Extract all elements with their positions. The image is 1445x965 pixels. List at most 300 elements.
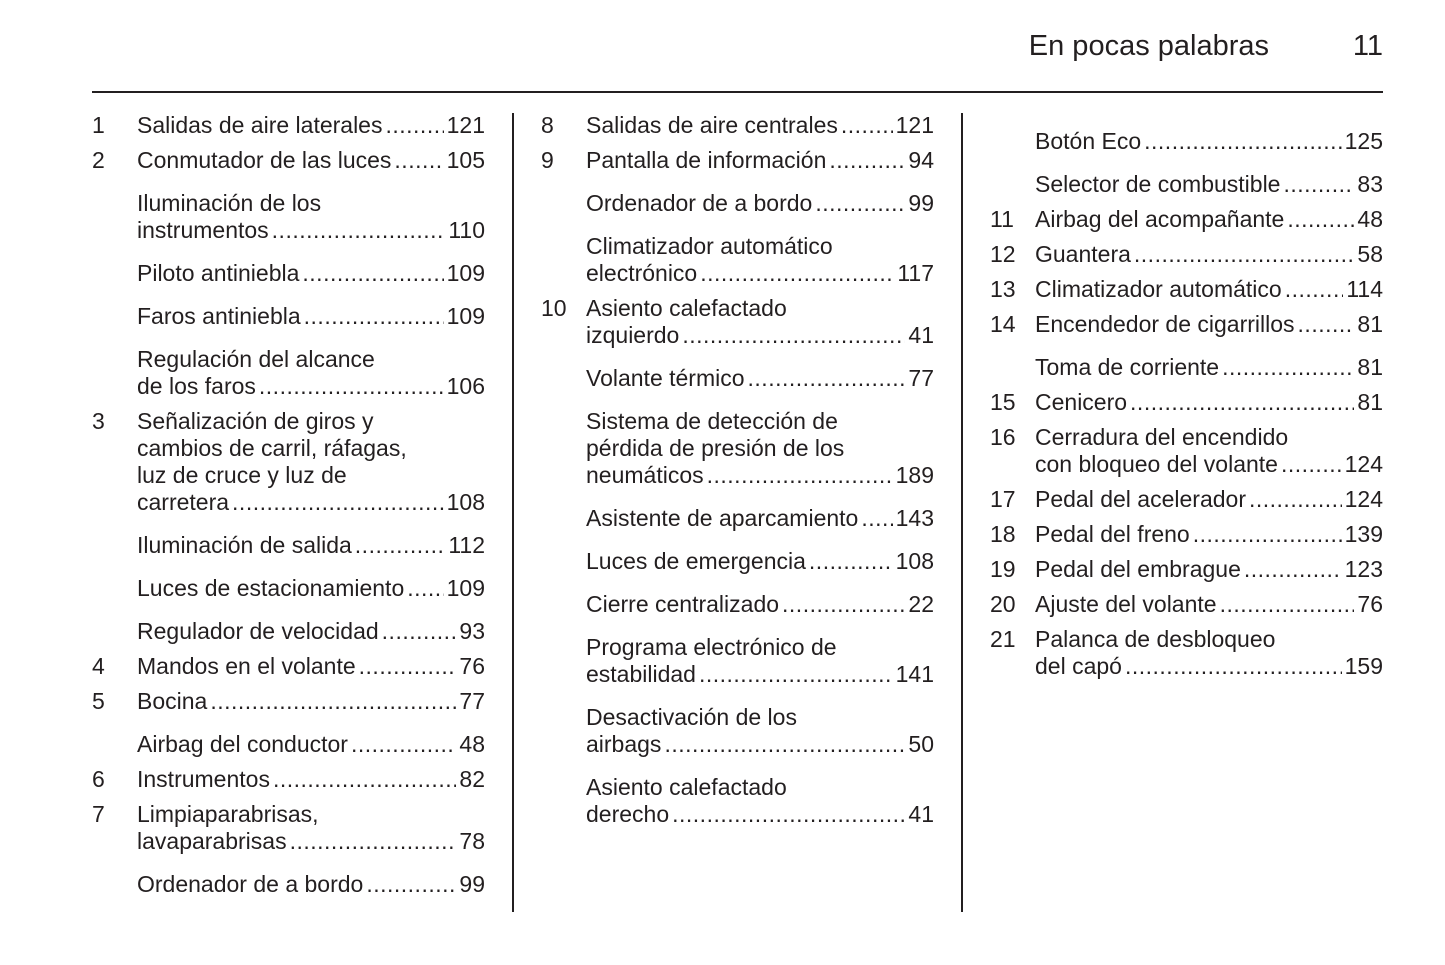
entry-last-line — [1035, 128, 1383, 155]
entry-last-line — [586, 112, 934, 139]
dot-leader — [302, 260, 443, 287]
entry-label-line: Climatizador automático — [586, 233, 833, 259]
entry-last-line — [137, 731, 485, 758]
dot-leader — [672, 801, 905, 828]
entry-label: derecho — [586, 801, 670, 827]
entry-body — [137, 871, 485, 898]
entry-body — [137, 618, 485, 645]
column-divider — [512, 113, 514, 912]
entry-number: 21 — [990, 626, 1016, 652]
dot-leader — [707, 462, 893, 489]
index-entry — [541, 233, 934, 287]
index-entry — [92, 147, 485, 174]
dot-leader — [829, 147, 905, 174]
index-entry — [92, 346, 485, 400]
entry-number: 9 — [541, 147, 554, 173]
index-entry — [990, 171, 1383, 198]
dot-leader — [699, 661, 893, 688]
entry-number: 10 — [541, 295, 567, 321]
index-entry — [92, 303, 485, 330]
entry-body — [586, 591, 934, 618]
index-entry — [990, 486, 1383, 513]
index-entry — [92, 766, 485, 793]
entry-number: 14 — [990, 311, 1016, 337]
dot-leader — [664, 731, 905, 758]
dot-leader — [1125, 653, 1342, 680]
dot-leader — [1298, 311, 1355, 338]
entry-label: del capó — [1035, 653, 1122, 679]
entry-body — [586, 233, 934, 287]
entry-body — [1035, 591, 1383, 618]
entry-page: 117 — [897, 260, 934, 286]
entry-number: 20 — [990, 591, 1016, 617]
dot-leader — [210, 688, 456, 715]
index-entry — [541, 704, 934, 758]
index-entry — [92, 190, 485, 244]
entry-body — [137, 303, 485, 330]
dot-leader — [809, 548, 893, 575]
entry-label: Botón Eco — [1035, 128, 1142, 154]
dot-leader — [1134, 241, 1355, 268]
entry-label-line: Asiento calefactado — [586, 774, 787, 800]
entry-label-line: Palanca de desbloqueo — [1035, 626, 1276, 652]
entry-last-line — [586, 147, 934, 174]
index-entry — [990, 424, 1383, 478]
entry-number: 12 — [990, 241, 1016, 267]
entry-body — [586, 774, 934, 828]
index-column-2 — [541, 112, 934, 836]
entry-number: 19 — [990, 556, 1016, 582]
entry-last-line — [137, 147, 485, 174]
dot-leader — [700, 260, 894, 287]
entry-page: 82 — [459, 766, 485, 792]
entry-body — [137, 532, 485, 559]
index-entry — [990, 276, 1383, 303]
dot-leader — [1249, 486, 1342, 513]
entry-label: Cenicero — [1035, 389, 1128, 415]
entry-label: neumáticos — [586, 462, 704, 488]
entry-body — [137, 112, 485, 139]
entry-body — [1035, 626, 1383, 680]
entry-last-line — [137, 688, 485, 715]
index-entry — [541, 634, 934, 688]
entry-label: Ordenador de a bordo — [137, 871, 364, 897]
entry-page: 143 — [895, 505, 934, 531]
entry-body — [586, 295, 934, 349]
index-entry — [990, 128, 1383, 155]
entry-page: 109 — [446, 260, 485, 286]
entry-page: 22 — [908, 591, 934, 617]
entry-label: Bocina — [137, 688, 208, 714]
index-entry — [92, 731, 485, 758]
entry-last-line — [586, 661, 934, 688]
entry-body — [137, 147, 485, 174]
entry-number: 1 — [92, 112, 105, 138]
index-entry — [541, 365, 934, 392]
entry-page: 58 — [1357, 241, 1383, 267]
entry-label: Encendedor de cigarrillos — [1035, 311, 1295, 337]
dot-leader — [748, 365, 906, 392]
entry-label-line: Asiento calefactado — [586, 295, 787, 321]
entry-body — [1035, 424, 1383, 478]
entry-body — [137, 801, 485, 855]
index-entry — [92, 801, 485, 855]
entry-label: lavaparabrisas — [137, 828, 287, 854]
index-entry — [990, 354, 1383, 381]
entry-body — [1035, 128, 1383, 155]
dot-leader — [232, 489, 444, 516]
entry-last-line — [137, 766, 485, 793]
entry-label: Luces de emergencia — [586, 548, 806, 574]
entry-page: 109 — [446, 575, 485, 601]
dot-leader — [272, 217, 446, 244]
entry-last-line — [1035, 451, 1383, 478]
entry-label-line: Limpiaparabrisas, — [137, 801, 319, 827]
entry-number: 18 — [990, 521, 1016, 547]
dot-leader — [1285, 276, 1344, 303]
entry-page: 81 — [1357, 389, 1383, 415]
entry-last-line — [137, 653, 485, 680]
entry-last-line — [586, 548, 934, 575]
index-column-1 — [92, 112, 485, 906]
dot-leader — [385, 112, 443, 139]
entry-last-line — [137, 373, 485, 400]
entry-last-line — [586, 505, 934, 532]
entry-last-line — [137, 112, 485, 139]
entry-number: 6 — [92, 766, 105, 792]
entry-last-line — [586, 591, 934, 618]
dot-leader — [1281, 451, 1342, 478]
entry-page: 77 — [459, 688, 485, 714]
entry-label: Instrumentos — [137, 766, 270, 792]
index-entry — [92, 618, 485, 645]
index-entry — [92, 260, 485, 287]
entry-last-line — [586, 365, 934, 392]
index-entry — [541, 147, 934, 174]
entry-page: 48 — [1357, 206, 1383, 232]
index-entry — [990, 626, 1383, 680]
entry-body — [586, 548, 934, 575]
entry-label: izquierdo — [586, 322, 680, 348]
entry-page: 41 — [908, 322, 934, 348]
entry-label: Iluminación de salida — [137, 532, 352, 558]
entry-last-line — [137, 260, 485, 287]
index-column-3 — [990, 112, 1383, 688]
entry-page: 139 — [1344, 521, 1383, 547]
entry-page: 48 — [459, 731, 485, 757]
index-entry — [541, 548, 934, 575]
entry-number: 4 — [92, 653, 105, 679]
entry-number: 7 — [92, 801, 105, 827]
entry-last-line — [137, 618, 485, 645]
entry-label: Airbag del acompañante — [1035, 206, 1285, 232]
entry-page: 189 — [895, 462, 934, 488]
entry-label: de los faros — [137, 373, 256, 399]
dot-leader — [273, 766, 456, 793]
entry-body — [1035, 311, 1383, 338]
entry-body — [137, 190, 485, 244]
index-entry — [92, 408, 485, 516]
entry-body — [137, 408, 485, 516]
entry-label: Salidas de aire laterales — [137, 112, 383, 138]
entry-label: Pantalla de información — [586, 147, 827, 173]
entry-body — [137, 688, 485, 715]
entry-page: 121 — [446, 112, 485, 138]
entry-label: Pedal del acelerador — [1035, 486, 1246, 512]
entry-last-line — [1035, 389, 1383, 416]
entry-label: Salidas de aire centrales — [586, 112, 838, 138]
entry-last-line — [137, 303, 485, 330]
entry-label: Pedal del freno — [1035, 521, 1190, 547]
entry-label: Airbag del conductor — [137, 731, 348, 757]
entry-body — [137, 731, 485, 758]
entry-page: 99 — [908, 190, 934, 216]
entry-label: carretera — [137, 489, 230, 515]
entry-label: Pedal del embrague — [1035, 556, 1241, 582]
entry-label-line: Programa electrónico de — [586, 634, 837, 660]
entry-label: Luces de estacionamiento — [137, 575, 405, 601]
dot-leader — [1220, 591, 1355, 618]
dot-leader — [1130, 389, 1354, 416]
dot-leader — [359, 653, 457, 680]
entry-page: 83 — [1357, 171, 1383, 197]
entry-page: 77 — [908, 365, 934, 391]
entry-number: 15 — [990, 389, 1016, 415]
dot-leader — [1287, 206, 1354, 233]
entry-body — [586, 147, 934, 174]
entry-page: 41 — [908, 801, 934, 827]
entry-page: 110 — [448, 217, 485, 243]
dot-leader — [355, 532, 446, 559]
entry-label-line: Desactivación de los — [586, 704, 797, 730]
entry-body — [1035, 486, 1383, 513]
entry-label: Selector de combustible — [1035, 171, 1281, 197]
dot-leader — [841, 112, 893, 139]
index-entry — [990, 389, 1383, 416]
index-entry — [541, 408, 934, 489]
entry-label: Ajuste del volante — [1035, 591, 1217, 617]
entry-last-line — [1035, 276, 1383, 303]
entry-last-line — [586, 260, 934, 287]
entry-page: 121 — [895, 112, 934, 138]
entry-body — [1035, 171, 1383, 198]
index-entry — [541, 295, 934, 349]
entry-label: Asistente de aparcamiento — [586, 505, 859, 531]
entry-last-line — [137, 828, 485, 855]
index-entry — [92, 688, 485, 715]
index-entry — [990, 521, 1383, 548]
entry-label: Toma de corriente — [1035, 354, 1220, 380]
dot-leader — [366, 871, 456, 898]
entry-label: instrumentos — [137, 217, 269, 243]
entry-page: 112 — [448, 532, 485, 558]
entry-last-line — [1035, 591, 1383, 618]
entry-page: 159 — [1344, 653, 1383, 679]
dot-leader — [290, 828, 457, 855]
entry-last-line — [137, 489, 485, 516]
entry-body — [1035, 241, 1383, 268]
entry-page: 78 — [459, 828, 485, 854]
entry-last-line — [1035, 206, 1383, 233]
entry-label-line: Regulación del alcance — [137, 346, 375, 372]
entry-page: 94 — [908, 147, 934, 173]
entry-label-line: cambios de carril, ráfagas, — [137, 435, 407, 461]
dot-leader — [259, 373, 444, 400]
entry-body — [137, 260, 485, 287]
dot-leader — [1193, 521, 1342, 548]
entry-number: 17 — [990, 486, 1016, 512]
entry-last-line — [1035, 653, 1383, 680]
entry-page: 106 — [446, 373, 485, 399]
entry-page: 123 — [1344, 556, 1383, 582]
entry-body — [1035, 354, 1383, 381]
entry-page: 124 — [1344, 451, 1383, 477]
entry-last-line — [1035, 486, 1383, 513]
entry-label-line: luz de cruce y luz de — [137, 462, 347, 488]
entry-body — [586, 112, 934, 139]
entry-last-line — [137, 217, 485, 244]
entry-page: 76 — [459, 653, 485, 679]
entry-last-line — [1035, 171, 1383, 198]
index-entry — [92, 575, 485, 602]
entry-label: Climatizador automático — [1035, 276, 1282, 302]
header-rule — [92, 91, 1383, 93]
index-entry — [990, 241, 1383, 268]
entry-last-line — [1035, 241, 1383, 268]
entry-last-line — [137, 532, 485, 559]
index-entry — [990, 556, 1383, 583]
entry-label: Guantera — [1035, 241, 1131, 267]
section-title: En pocas palabras — [1028, 30, 1269, 62]
entry-last-line — [586, 731, 934, 758]
entry-page: 81 — [1357, 311, 1383, 337]
entry-label-line: Cerradura del encendido — [1035, 424, 1289, 450]
entry-last-line — [586, 190, 934, 217]
entry-last-line — [1035, 354, 1383, 381]
entry-label: Ordenador de a bordo — [586, 190, 813, 216]
entry-body — [586, 365, 934, 392]
dot-leader — [682, 322, 905, 349]
entry-label: Regulador de velocidad — [137, 618, 379, 644]
entry-body — [586, 408, 934, 489]
entry-last-line — [1035, 311, 1383, 338]
index-entry — [92, 653, 485, 680]
entry-last-line — [586, 801, 934, 828]
entry-label-line: Sistema de detección de — [586, 408, 838, 434]
entry-label: electrónico — [586, 260, 698, 286]
entry-page: 76 — [1357, 591, 1383, 617]
index-entry — [92, 871, 485, 898]
index-entry — [990, 591, 1383, 618]
entry-label: Piloto antiniebla — [137, 260, 300, 286]
entry-page: 108 — [895, 548, 934, 574]
entry-number: 8 — [541, 112, 554, 138]
entry-body — [1035, 206, 1383, 233]
entry-number: 5 — [92, 688, 105, 714]
entry-body — [1035, 556, 1383, 583]
dot-leader — [1283, 171, 1354, 198]
index-entry — [92, 532, 485, 559]
dot-leader — [351, 731, 456, 758]
entry-last-line — [137, 871, 485, 898]
dot-leader — [304, 303, 444, 330]
entry-label: Faros antiniebla — [137, 303, 301, 329]
dot-leader — [407, 575, 443, 602]
entry-page: 141 — [895, 661, 934, 687]
entry-page: 99 — [459, 871, 485, 897]
entry-page: 125 — [1344, 128, 1383, 154]
index-entry — [541, 505, 934, 532]
entry-body — [586, 704, 934, 758]
entry-body — [586, 634, 934, 688]
entry-last-line — [1035, 556, 1383, 583]
entry-last-line — [1035, 521, 1383, 548]
entry-body — [1035, 276, 1383, 303]
entry-page: 124 — [1344, 486, 1383, 512]
entry-last-line — [586, 462, 934, 489]
dot-leader — [815, 190, 905, 217]
entry-page: 108 — [446, 489, 485, 515]
dot-leader — [782, 591, 905, 618]
entry-body — [137, 346, 485, 400]
index-entry — [541, 591, 934, 618]
entry-page: 50 — [908, 731, 934, 757]
entry-label-line: Señalización de giros y — [137, 408, 374, 434]
dot-leader — [382, 618, 457, 645]
entry-page: 81 — [1357, 354, 1383, 380]
entry-body — [137, 575, 485, 602]
index-entry — [990, 206, 1383, 233]
dot-leader — [861, 505, 892, 532]
entry-page: 109 — [446, 303, 485, 329]
entry-body — [137, 653, 485, 680]
entry-body — [1035, 389, 1383, 416]
index-entry — [541, 774, 934, 828]
entry-label: estabilidad — [586, 661, 696, 687]
entry-label-line: Iluminación de los — [137, 190, 322, 216]
entry-body — [586, 190, 934, 217]
entry-number: 2 — [92, 147, 105, 173]
index-entry — [92, 112, 485, 139]
entry-page: 114 — [1346, 276, 1383, 302]
dot-leader — [1244, 556, 1342, 583]
index-entry — [541, 112, 934, 139]
entry-number: 13 — [990, 276, 1016, 302]
entry-page: 93 — [459, 618, 485, 644]
entry-number: 11 — [990, 206, 1014, 232]
entry-last-line — [137, 575, 485, 602]
entry-label-line: pérdida de presión de los — [586, 435, 845, 461]
entry-label: Conmutador de las luces — [137, 147, 392, 173]
entry-body — [137, 766, 485, 793]
entry-number: 3 — [92, 408, 105, 434]
entry-label: Volante térmico — [586, 365, 745, 391]
entry-label: Cierre centralizado — [586, 591, 780, 617]
dot-leader — [1144, 128, 1341, 155]
entry-label: con bloqueo del volante — [1035, 451, 1278, 477]
entry-number: 16 — [990, 424, 1016, 450]
entry-last-line — [586, 322, 934, 349]
page-number: 11 — [1352, 30, 1383, 62]
entry-body — [586, 505, 934, 532]
entry-body — [1035, 521, 1383, 548]
column-divider — [961, 113, 963, 912]
entry-label: Mandos en el volante — [137, 653, 356, 679]
index-entry — [541, 190, 934, 217]
page-header — [92, 26, 1383, 68]
dot-leader — [394, 147, 443, 174]
entry-label: airbags — [586, 731, 662, 757]
